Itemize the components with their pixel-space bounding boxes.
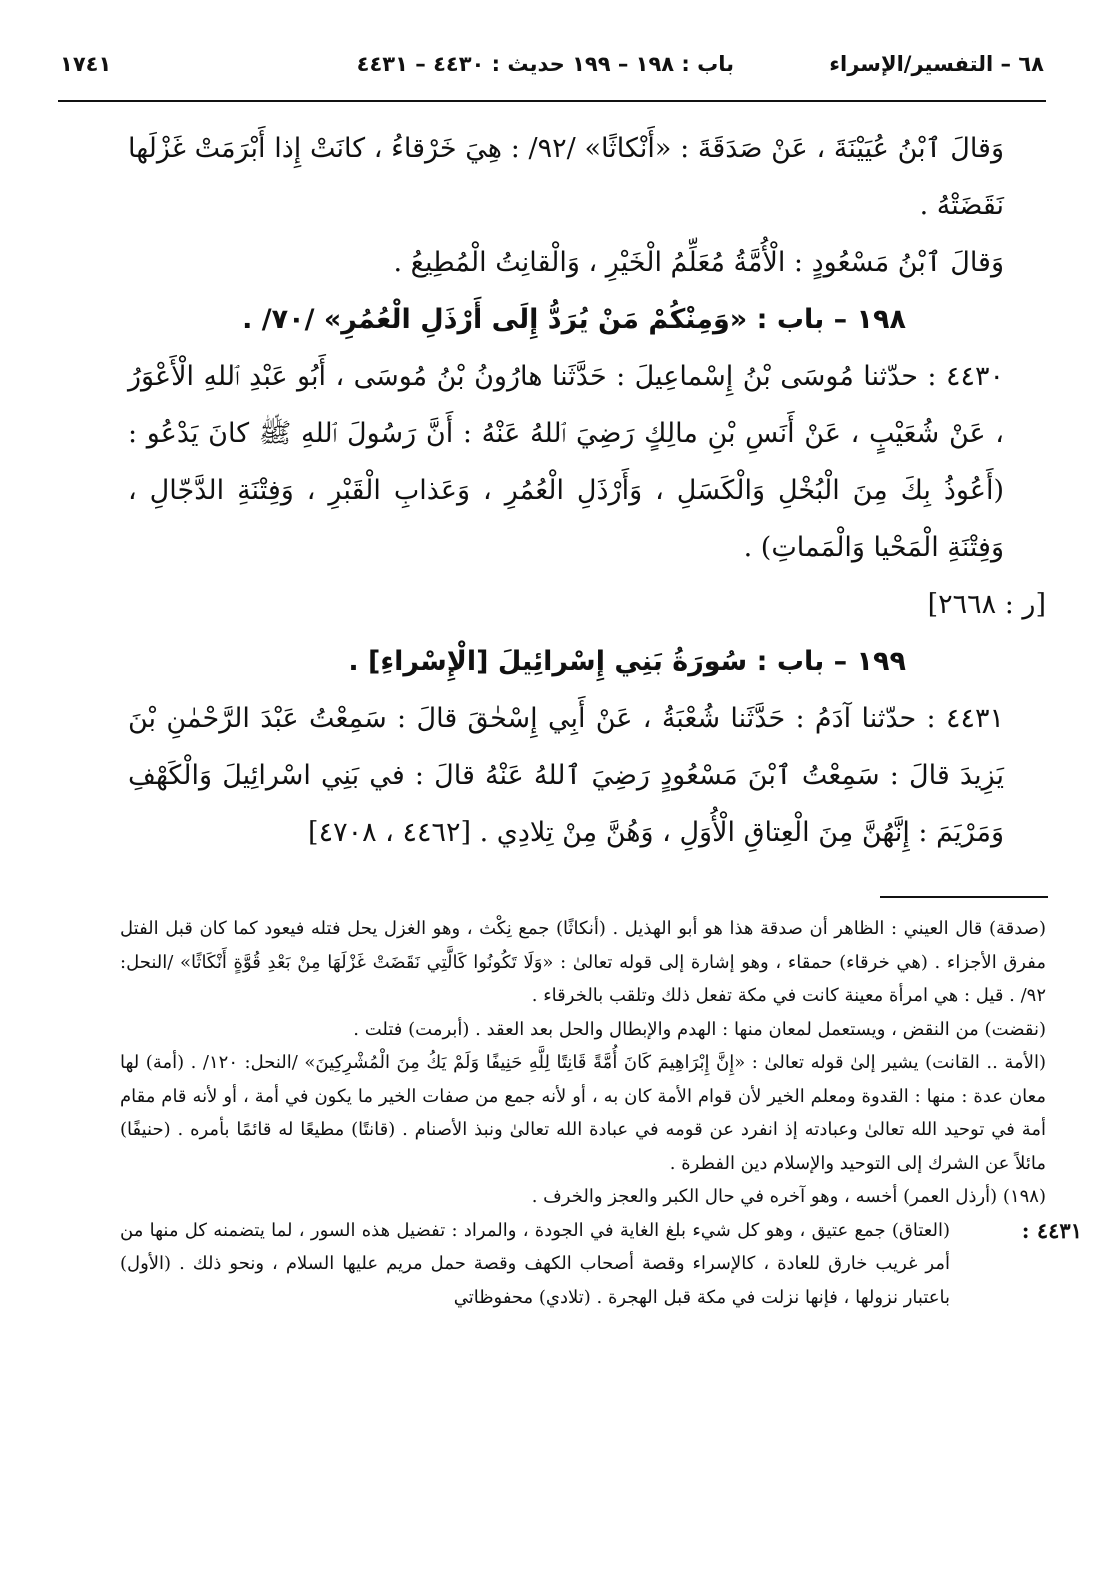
- paragraph-ibn-masud: وَقالَ ٱبْنُ مَسْعُودٍ : الْأُمَّةُ مُعَلِّمُ الْخَيْرِ ، وَالْقانِتُ الْمُطِيعُ .: [393, 247, 1004, 278]
- chapter-title: ٦٨ – التفسير/الإسراء: [829, 52, 1044, 76]
- header-divider: [58, 100, 1046, 102]
- hadith-4431: ٤٤٣١ : حدّثنا آدَمُ : حَدَّثَنا شُعْبَةُ ، عَنْ أَبِي إِسْحٰقَ قالَ : سَمِعْتُ عَبْدَ الرَّحْمٰنِ بْنَ يَزِيدَ قالَ : سَمِعْتُ ٱبْنَ مَسْعُودٍ رَضِيَ ٱللهُ عَنْهُ قالَ : في بَنِي اسْرائِيلَ وَالْكَهْفِ وَمَرْيَمَ : إِنَّهُنَّ مِنَ الْعِتاقِ الْأُوَلِ ، وَهُنَّ مِنْ تِلادِي . [٤٤٦٢ ، ٤٧٠٨]: [128, 703, 1004, 848]
- footnote-sadaqa: (صدقة) قال العيني : الظاهر أن صدقة هذا هو أبو الهذيل . (أنكاثًا) جمع نِكْث ، وهو الغزل يحل فتله فيعود كما كان قبل الفتل مفرق الأجزاء . (هي خرقاء) حمقاء ، وهو إشارة إلى قوله تعالىٰ : «وَلَا تَكُونُوا كَالَّتِي نَقَضَتْ غَزْلَهَا مِنْ بَعْدِ قُوَّةٍ أَنْكَاثًا» /النحل: ٩٢/ . قيل : هي امرأة معينة كانت في مكة تفعل ذلك وتلقب بالخرقاء .: [120, 918, 1046, 1006]
- hadith-4430: ٤٤٣٠ : حدّثنا مُوسَى بْنُ إِسْماعِيلَ : حَدَّثَنا هارُونُ بْنُ مُوسَى ، أَبُو عَبْدِ ٱللهِ الْأَعْوَرُ ، عَنْ شُعَيْبٍ ، عَنْ أَنَسِ بْنِ مالِكٍ رَضِيَ ٱللهُ عَنْهُ : أَنَّ رَسُولَ ٱللهِ ﷺ كانَ يَدْعُو : (أَعُوذُ بِكَ مِنَ الْبُخْلِ وَالْكَسَلِ ، وَأَرْذَلِ الْعُمُرِ ، وَعَذابِ الْقَبْرِ ، وَفِتْنَةِ الدَّجّالِ ، وَفِتْنَةِ الْمَحْيا وَالْمَماتِ) .: [128, 361, 1004, 563]
- footnote-divider: [880, 896, 1048, 898]
- page-number: ١٧٤١: [60, 52, 112, 76]
- footnote-198: (١٩٨) (أرذل العمر) أخسه ، وهو آخره في حال الكبر والعجز والخرف .: [531, 1186, 1046, 1207]
- chapter-heading-198: ١٩٨ – باب : «وَمِنْكُمْ مَنْ يُرَدُّ إِلَى أَرْذَلِ الْعُمُرِ» /٧٠/ .: [242, 304, 906, 335]
- footnotes: [120, 912, 1082, 1314]
- running-header: [60, 52, 1044, 92]
- footnote-4431: [120, 1214, 1082, 1315]
- paragraph-ibn-uyayna: وَقالَ ٱبْنُ عُيَيْنَةَ ، عَنْ صَدَقَةَ : «أَنْكاثًا» /٩٢/ : هِيَ خَرْقاءُ ، كانَتْ إِذا أَبْرَمَتْ غَزْلَها نَقَضَتْهُ .: [128, 133, 1004, 221]
- main-text: [128, 120, 1046, 861]
- section-references: باب : ١٩٨ – ١٩٩ حديث : ٤٤٣٠ – ٤٤٣١: [356, 52, 734, 76]
- footnote-4431-text: (العتاق) جمع عتيق ، وهو كل شيء بلغ الغاية في الجودة ، والمراد : تفضيل هذه السور ، لما يتضمنه كل منها من أمر غريب خارق للعادة ، كالإسراء وقصة أصحاب الكهف وقصة حمل مريم عليها السلام ، ونحو ذلك . (الأول) باعتبار نزولها ، فإنها نزلت في مكة قبل الهجرة . (تلادي) محفوظاتي: [120, 1219, 950, 1308]
- chapter-heading-199: ١٩٩ – باب : سُورَةُ بَنِي إِسْرائِيلَ [الْإِسْراءِ] .: [348, 646, 906, 677]
- hadith-4430-reference: [ر : ٢٦٦٨]: [927, 589, 1046, 620]
- footnote-number: ٤٤٣١ :: [1021, 1217, 1082, 1243]
- footnote-umma: (الأمة .. القانت) يشير إلىٰ قوله تعالىٰ : «إِنَّ إِبْرَاهِيمَ كَانَ أُمَّةً قَانِتًا لِلَّهِ حَنِيفًا وَلَمْ يَكُ مِنَ الْمُشْرِكِينَ» /النحل: ١٢٠/ . (أمة) لها معان عدة : منها : القدوة ومعلم الخير لأن قوام الأمة كان به ، أو لأنه جمع من صفات الخير ما يكون في أمة ، أو لأنه قام مقام أمة في توحيد الله تعالىٰ وعبادته إذ انفرد عن قومه في عبادة الله تعالىٰ ونبذ الأصنام . (قانتًا) مطيعًا له قائمًا بأمره . (حنيفًا) مائلاً عن الشرك إلى التوحيد والإسلام دين الفطرة .: [120, 1052, 1046, 1174]
- footnote-naqadat: (نقضت) من النقض ، ويستعمل لمعان منها : الهدم والإبطال والحل بعد العقد . (أبرمت) فتلت .: [353, 1018, 1046, 1040]
